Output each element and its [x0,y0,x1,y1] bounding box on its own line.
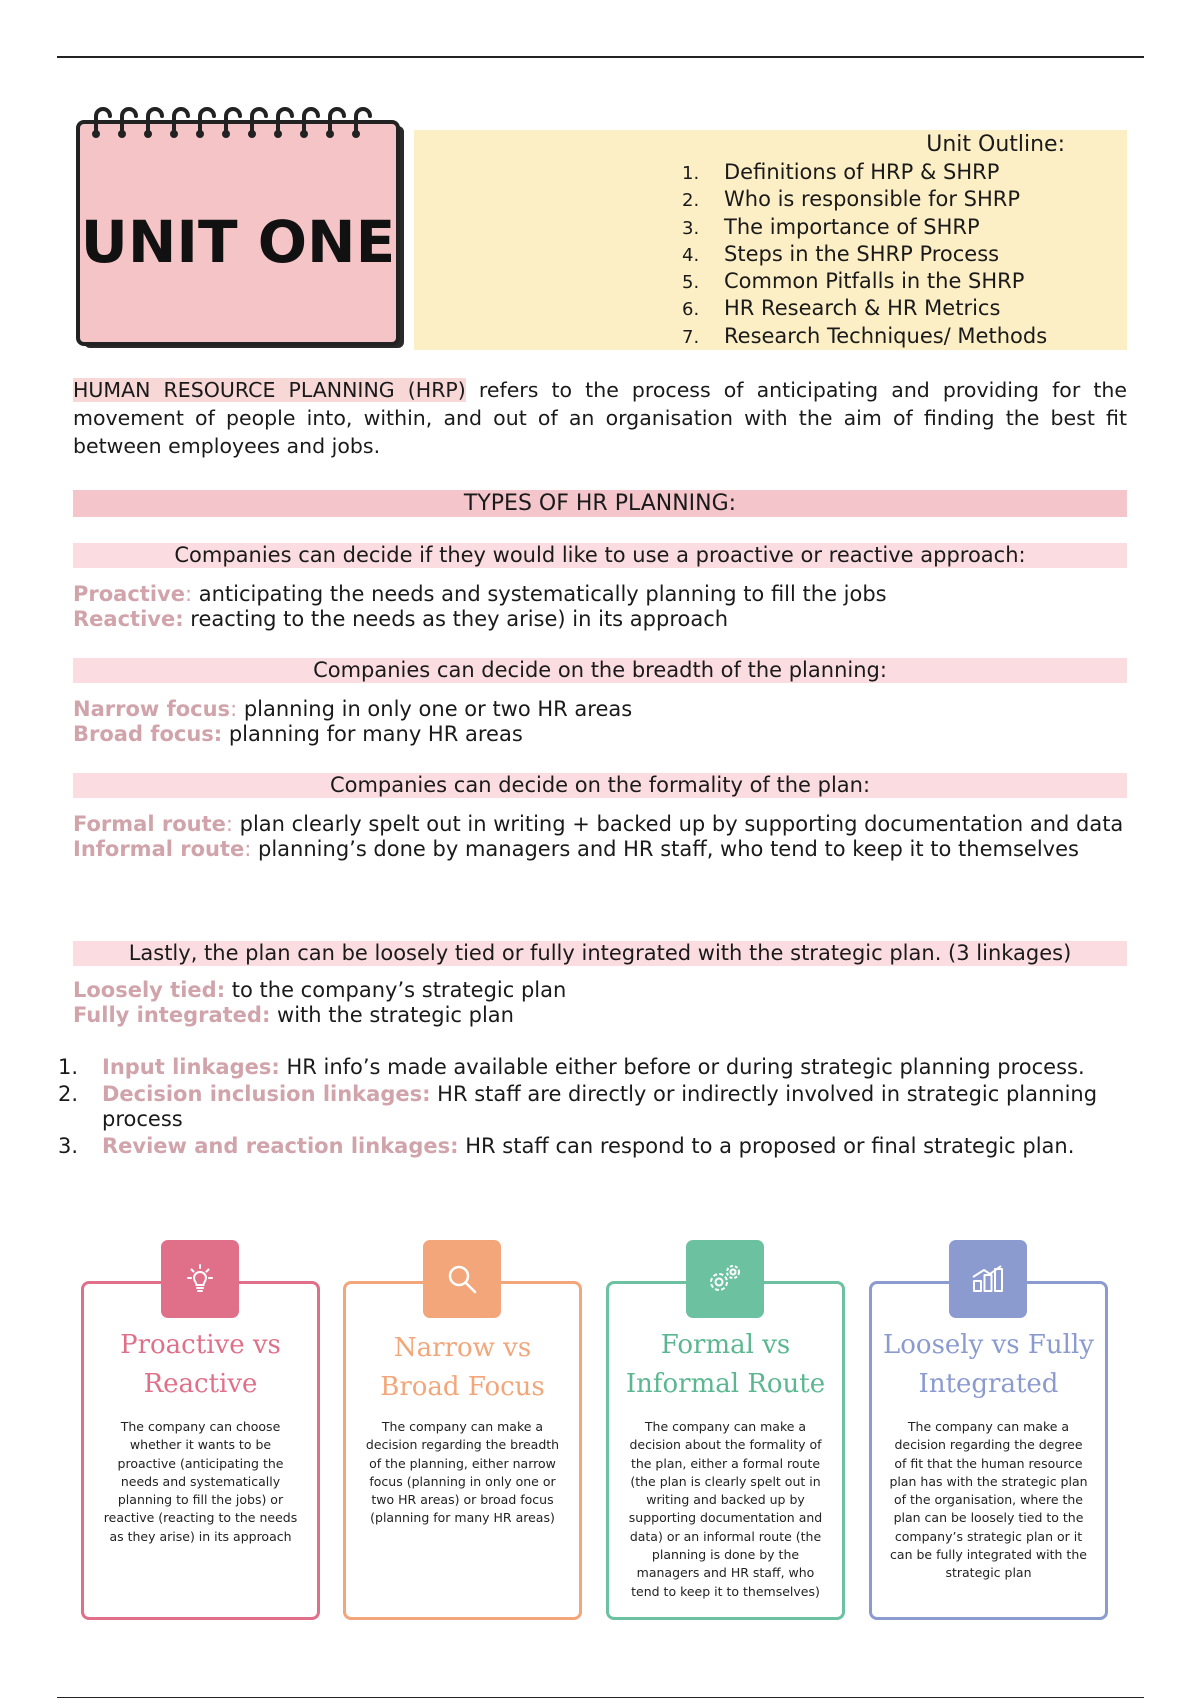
card-loosely-fully [869,1281,1108,1620]
outline-item: 4. Steps in the SHRP Process [682,241,1000,266]
section-heading: Companies can decide on the breadth of the planning: [73,658,1127,683]
outline-item: 7. Research Techniques/ Methods [682,323,1048,348]
list-item: Informal route: planning’s done by managers and HR staff, who tend to keep it to themselves [73,837,1079,861]
section-heading: Lastly, the plan can be loosely tied or fully integrated with the strategic plan. (3 linkages) [73,941,1127,966]
outline-item: 2. Who is responsible for SHRP [682,187,1021,212]
definition-text: refers to the process of anticipating and providing for the movement of people into, within, and out of an organisation with the aim of finding the best fit between employees and jobs. [73,378,1127,458]
section-items [73,582,1127,632]
card-title: Informal Route [625,1369,826,1399]
outline-item: 1. Definitions of HRP & SHRP [682,160,1000,184]
card-proactive-reactive [81,1281,320,1620]
card-text: The company can make a decision regarding the breadth of the planning, either narrow focus (planning in only one or two HR areas) or broad focus (planning for many HR areas) [365,1419,560,1526]
outline-item: 6. HR Research & HR Metrics [682,296,1001,321]
list-item: Reactive: reacting to the needs as they arise) in its approach [73,607,729,631]
bar-chart-icon [949,1240,1027,1318]
list-item: Proactive: anticipating the needs and systematically planning to fill the jobs [73,582,887,606]
card-text: The company can make a decision about the formality of the plan, either a formal route (the plan is clearly spelt out in writing and backed up by supporting documentation and data) or an informal route (the planning is done by the managers and HR staff, who tend to keep it to themselves) [628,1419,823,1599]
section-items [73,978,1127,1028]
unit-outline [414,130,1127,350]
outline-item: 3. The importance of SHRP [682,214,980,239]
definition-term: HUMAN RESOURCE PLANNING (HRP) [73,378,466,402]
section-heading: Companies can decide if they would like to use a proactive or reactive approach: [73,543,1127,568]
list-item: Fully integrated: with the strategic plan [73,1003,514,1027]
card-title: Broad Focus [380,1372,545,1402]
outline-list [682,159,1047,350]
linkages-list [58,1055,1158,1161]
card-text: The company can choose whether it wants to be proactive (anticipating the needs and systematically planning to fill the jobs) or reactive (reacting to the needs as they arise) in its approach [103,1419,298,1544]
notebook-icon [74,104,414,354]
gears-icon [686,1240,764,1318]
list-item: 2. Decision inclusion linkages: HR staff are directly or indirectly involved in strategic planning process [58,1082,1098,1131]
lightbulb-icon [161,1240,239,1318]
list-item: Loosely tied: to the company’s strategic plan [73,978,567,1002]
section-items [73,812,1127,862]
search-icon [423,1240,501,1318]
list-item: Broad focus: planning for many HR areas [73,722,523,746]
card-title: Narrow vs [393,1333,532,1363]
list-item: Narrow focus: planning in only one or two HR areas [73,697,633,721]
section-heading: Companies can decide on the formality of the plan: [73,773,1127,798]
section-items [73,697,1127,747]
card-narrow-broad [343,1281,582,1620]
outline-item: 5. Common Pitfalls in the SHRP [682,269,1025,294]
bottom-rule [57,1697,1144,1698]
card-formal-informal [606,1281,845,1620]
list-item: Formal route: plan clearly spelt out in writing + backed up by supporting documentation and data [73,812,1124,836]
card-title: Formal vs [660,1330,791,1360]
outline-title: Unit Outline: [926,132,1065,157]
card-title: Loosely vs Fully [883,1330,1094,1360]
types-heading: TYPES OF HR PLANNING: [73,490,1127,517]
top-rule [57,56,1144,58]
list-item: 3. Review and reaction linkages: HR staff can respond to a proposed or final strategic plan. [58,1134,1075,1158]
unit-label: UNIT ONE [80,208,396,276]
card-title: Proactive vs [120,1330,281,1360]
card-title: Reactive [143,1369,258,1399]
card-text: The company can make a decision regarding the degree of fit that the human resource plan has with the strategic plan of the organisation, where the plan can be loosely tied to the company’s strategic plan or it can be fully integrated with the strategic plan [889,1419,1088,1581]
hrp-definition [73,376,1127,460]
card-title: Integrated [918,1369,1059,1399]
list-item: 1. Input linkages: HR info’s made available either before or during strategic planning process. [58,1055,1085,1079]
